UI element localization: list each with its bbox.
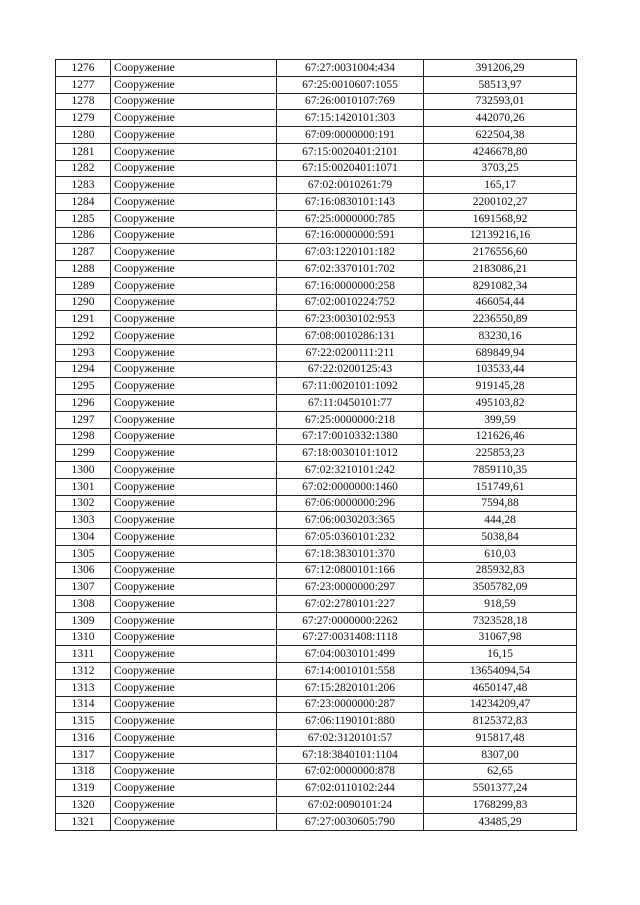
value-cell: 12139216,16 <box>424 227 577 244</box>
row-number-cell: 1309 <box>56 612 111 629</box>
value-cell: 622504,38 <box>424 127 577 144</box>
table-row <box>56 596 577 613</box>
table-row <box>56 76 577 93</box>
object-type-cell: Сооружение <box>111 629 277 646</box>
value-cell: 7323528,18 <box>424 612 577 629</box>
row-number-cell: 1317 <box>56 746 111 763</box>
object-type-cell: Сооружение <box>111 495 277 512</box>
cadastral-number-cell: 67:02:0000000:1460 <box>277 478 424 495</box>
value-cell: 4650147,48 <box>424 679 577 696</box>
value-cell: 151749,61 <box>424 478 577 495</box>
value-cell: 3505782,09 <box>424 579 577 596</box>
object-type-cell: Сооружение <box>111 277 277 294</box>
row-number-cell: 1313 <box>56 679 111 696</box>
table-row <box>56 763 577 780</box>
cadastral-number-cell: 67:02:0090101:24 <box>277 797 424 814</box>
table-row <box>56 696 577 713</box>
cadastral-number-cell: 67:06:0030203:365 <box>277 512 424 529</box>
object-type-cell: Сооружение <box>111 813 277 830</box>
cadastral-number-cell: 67:03:1220101:182 <box>277 244 424 261</box>
table-row <box>56 679 577 696</box>
cadastral-number-cell: 67:22:0200125:43 <box>277 361 424 378</box>
table-row <box>56 746 577 763</box>
cadastral-number-cell: 67:27:0000000:2262 <box>277 612 424 629</box>
table-row <box>56 93 577 110</box>
row-number-cell: 1308 <box>56 596 111 613</box>
table-row <box>56 328 577 345</box>
cadastral-number-cell: 67:26:0010107:769 <box>277 93 424 110</box>
table-row <box>56 646 577 663</box>
value-cell: 3703,25 <box>424 160 577 177</box>
cadastral-number-cell: 67:18:3830101:370 <box>277 545 424 562</box>
row-number-cell: 1282 <box>56 160 111 177</box>
row-number-cell: 1283 <box>56 177 111 194</box>
value-cell: 399,59 <box>424 411 577 428</box>
table-row <box>56 445 577 462</box>
table-row <box>56 261 577 278</box>
table-row <box>56 127 577 144</box>
cadastral-number-cell: 67:02:0110102:244 <box>277 780 424 797</box>
object-type-cell: Сооружение <box>111 797 277 814</box>
object-type-cell: Сооружение <box>111 294 277 311</box>
cadastral-number-cell: 67:27:0030605:790 <box>277 813 424 830</box>
object-type-cell: Сооружение <box>111 378 277 395</box>
row-number-cell: 1295 <box>56 378 111 395</box>
table-row <box>56 629 577 646</box>
row-number-cell: 1281 <box>56 143 111 160</box>
object-type-cell: Сооружение <box>111 411 277 428</box>
cadastral-number-cell: 67:17:0010332:1380 <box>277 428 424 445</box>
row-number-cell: 1289 <box>56 277 111 294</box>
cadastral-number-cell: 67:04:0030101:499 <box>277 646 424 663</box>
object-type-cell: Сооружение <box>111 679 277 696</box>
row-number-cell: 1300 <box>56 462 111 479</box>
object-type-cell: Сооружение <box>111 160 277 177</box>
cadastral-number-cell: 67:25:0010607:1055 <box>277 76 424 93</box>
object-type-cell: Сооружение <box>111 746 277 763</box>
row-number-cell: 1307 <box>56 579 111 596</box>
value-cell: 43485,29 <box>424 813 577 830</box>
cadastral-number-cell: 67:05:0360101:232 <box>277 529 424 546</box>
row-number-cell: 1303 <box>56 512 111 529</box>
table-row <box>56 713 577 730</box>
value-cell: 2236550,89 <box>424 311 577 328</box>
row-number-cell: 1315 <box>56 713 111 730</box>
table-row <box>56 797 577 814</box>
row-number-cell: 1311 <box>56 646 111 663</box>
cadastral-number-cell: 67:15:1420101:303 <box>277 110 424 127</box>
value-cell: 225853,23 <box>424 445 577 462</box>
row-number-cell: 1320 <box>56 797 111 814</box>
table-row <box>56 663 577 680</box>
value-cell: 2183086,21 <box>424 261 577 278</box>
value-cell: 444,28 <box>424 512 577 529</box>
value-cell: 285932,83 <box>424 562 577 579</box>
table-row <box>56 579 577 596</box>
cadastral-number-cell: 67:27:0031004:434 <box>277 60 424 77</box>
cadastral-number-cell: 67:16:0830101:143 <box>277 194 424 211</box>
cadastral-number-cell: 67:08:0010286:131 <box>277 328 424 345</box>
cadastral-number-cell: 67:12:0800101:166 <box>277 562 424 579</box>
row-number-cell: 1302 <box>56 495 111 512</box>
value-cell: 5501377,24 <box>424 780 577 797</box>
object-type-cell: Сооружение <box>111 780 277 797</box>
cadastral-number-cell: 67:25:0000000:218 <box>277 411 424 428</box>
cadastral-number-cell: 67:23:0030102:953 <box>277 311 424 328</box>
object-type-cell: Сооружение <box>111 562 277 579</box>
value-cell: 8291082,34 <box>424 277 577 294</box>
table-row <box>56 529 577 546</box>
row-number-cell: 1276 <box>56 60 111 77</box>
table-row <box>56 60 577 77</box>
value-cell: 1768299,83 <box>424 797 577 814</box>
value-cell: 7859110,35 <box>424 462 577 479</box>
value-cell: 391206,29 <box>424 60 577 77</box>
object-type-cell: Сооружение <box>111 445 277 462</box>
row-number-cell: 1316 <box>56 730 111 747</box>
table-row <box>56 478 577 495</box>
table-row <box>56 227 577 244</box>
table-row <box>56 110 577 127</box>
row-number-cell: 1280 <box>56 127 111 144</box>
cadastral-number-cell: 67:15:2820101:206 <box>277 679 424 696</box>
row-number-cell: 1288 <box>56 261 111 278</box>
table-row <box>56 612 577 629</box>
object-type-cell: Сооружение <box>111 713 277 730</box>
object-type-cell: Сооружение <box>111 646 277 663</box>
row-number-cell: 1298 <box>56 428 111 445</box>
table-row <box>56 244 577 261</box>
value-cell: 7594,88 <box>424 495 577 512</box>
row-number-cell: 1293 <box>56 344 111 361</box>
object-type-cell: Сооружение <box>111 60 277 77</box>
table-row <box>56 730 577 747</box>
row-number-cell: 1278 <box>56 93 111 110</box>
cadastral-number-cell: 67:18:0030101:1012 <box>277 445 424 462</box>
row-number-cell: 1305 <box>56 545 111 562</box>
table-row <box>56 210 577 227</box>
value-cell: 732593,01 <box>424 93 577 110</box>
table-row <box>56 512 577 529</box>
cadastral-number-cell: 67:11:0020101:1092 <box>277 378 424 395</box>
cadastral-number-cell: 67:09:0000000:191 <box>277 127 424 144</box>
value-cell: 16,15 <box>424 646 577 663</box>
table-row <box>56 545 577 562</box>
row-number-cell: 1319 <box>56 780 111 797</box>
table-row <box>56 462 577 479</box>
value-cell: 103533,44 <box>424 361 577 378</box>
value-cell: 58513,97 <box>424 76 577 93</box>
cadastral-number-cell: 67:02:0010261:79 <box>277 177 424 194</box>
value-cell: 442070,26 <box>424 110 577 127</box>
cadastral-number-cell: 67:02:3210101:242 <box>277 462 424 479</box>
row-number-cell: 1312 <box>56 663 111 680</box>
cadastral-number-cell: 67:16:0000000:258 <box>277 277 424 294</box>
cadastral-number-cell: 67:06:1190101:880 <box>277 713 424 730</box>
value-cell: 31067,98 <box>424 629 577 646</box>
object-type-cell: Сооружение <box>111 730 277 747</box>
object-type-cell: Сооружение <box>111 696 277 713</box>
object-type-cell: Сооружение <box>111 93 277 110</box>
object-type-cell: Сооружение <box>111 194 277 211</box>
object-type-cell: Сооружение <box>111 244 277 261</box>
value-cell: 8307,00 <box>424 746 577 763</box>
value-cell: 83230,16 <box>424 328 577 345</box>
table-row <box>56 562 577 579</box>
row-number-cell: 1279 <box>56 110 111 127</box>
cadastral-number-cell: 67:02:3120101:57 <box>277 730 424 747</box>
table-body <box>56 60 577 831</box>
value-cell: 8125372,83 <box>424 713 577 730</box>
row-number-cell: 1306 <box>56 562 111 579</box>
object-type-cell: Сооружение <box>111 127 277 144</box>
row-number-cell: 1290 <box>56 294 111 311</box>
object-type-cell: Сооружение <box>111 612 277 629</box>
table-row <box>56 378 577 395</box>
row-number-cell: 1304 <box>56 529 111 546</box>
object-type-cell: Сооружение <box>111 328 277 345</box>
row-number-cell: 1299 <box>56 445 111 462</box>
value-cell: 915817,48 <box>424 730 577 747</box>
table-row <box>56 428 577 445</box>
object-type-cell: Сооружение <box>111 311 277 328</box>
row-number-cell: 1297 <box>56 411 111 428</box>
table-row <box>56 361 577 378</box>
object-type-cell: Сооружение <box>111 478 277 495</box>
object-type-cell: Сооружение <box>111 579 277 596</box>
table-row <box>56 194 577 211</box>
object-type-cell: Сооружение <box>111 210 277 227</box>
row-number-cell: 1310 <box>56 629 111 646</box>
cadastral-number-cell: 67:11:0450101:77 <box>277 395 424 412</box>
object-type-cell: Сооружение <box>111 261 277 278</box>
cadastral-number-cell: 67:18:3840101:1104 <box>277 746 424 763</box>
row-number-cell: 1284 <box>56 194 111 211</box>
row-number-cell: 1318 <box>56 763 111 780</box>
registry-table <box>55 59 577 831</box>
row-number-cell: 1291 <box>56 311 111 328</box>
table-row <box>56 395 577 412</box>
cadastral-number-cell: 67:16:0000000:591 <box>277 227 424 244</box>
row-number-cell: 1301 <box>56 478 111 495</box>
table-row <box>56 344 577 361</box>
row-number-cell: 1294 <box>56 361 111 378</box>
table-row <box>56 495 577 512</box>
row-number-cell: 1285 <box>56 210 111 227</box>
cadastral-number-cell: 67:06:0000000:296 <box>277 495 424 512</box>
value-cell: 495103,82 <box>424 395 577 412</box>
value-cell: 919145,28 <box>424 378 577 395</box>
cadastral-number-cell: 67:23:0000000:287 <box>277 696 424 713</box>
value-cell: 13654094,54 <box>424 663 577 680</box>
table-row <box>56 311 577 328</box>
object-type-cell: Сооружение <box>111 529 277 546</box>
value-cell: 2200102,27 <box>424 194 577 211</box>
cadastral-number-cell: 67:02:3370101:702 <box>277 261 424 278</box>
object-type-cell: Сооружение <box>111 110 277 127</box>
cadastral-number-cell: 67:25:0000000:785 <box>277 210 424 227</box>
cadastral-number-cell: 67:15:0020401:1071 <box>277 160 424 177</box>
row-number-cell: 1287 <box>56 244 111 261</box>
cadastral-number-cell: 67:02:0010224:752 <box>277 294 424 311</box>
object-type-cell: Сооружение <box>111 227 277 244</box>
object-type-cell: Сооружение <box>111 177 277 194</box>
cadastral-number-cell: 67:22:0200111:211 <box>277 344 424 361</box>
cadastral-number-cell: 67:14:0010101:558 <box>277 663 424 680</box>
object-type-cell: Сооружение <box>111 76 277 93</box>
row-number-cell: 1277 <box>56 76 111 93</box>
row-number-cell: 1286 <box>56 227 111 244</box>
table-row <box>56 160 577 177</box>
object-type-cell: Сооружение <box>111 663 277 680</box>
value-cell: 918,59 <box>424 596 577 613</box>
value-cell: 2176556,60 <box>424 244 577 261</box>
object-type-cell: Сооружение <box>111 344 277 361</box>
row-number-cell: 1292 <box>56 328 111 345</box>
cadastral-number-cell: 67:23:0000000:297 <box>277 579 424 596</box>
object-type-cell: Сооружение <box>111 545 277 562</box>
object-type-cell: Сооружение <box>111 143 277 160</box>
value-cell: 165,17 <box>424 177 577 194</box>
object-type-cell: Сооружение <box>111 462 277 479</box>
object-type-cell: Сооружение <box>111 763 277 780</box>
object-type-cell: Сооружение <box>111 428 277 445</box>
table-row <box>56 143 577 160</box>
value-cell: 1691568,92 <box>424 210 577 227</box>
row-number-cell: 1314 <box>56 696 111 713</box>
table-row <box>56 294 577 311</box>
row-number-cell: 1296 <box>56 395 111 412</box>
value-cell: 689849,94 <box>424 344 577 361</box>
object-type-cell: Сооружение <box>111 596 277 613</box>
row-number-cell: 1321 <box>56 813 111 830</box>
table-row <box>56 177 577 194</box>
value-cell: 5038,84 <box>424 529 577 546</box>
table-row <box>56 813 577 830</box>
cadastral-number-cell: 67:02:2780101:227 <box>277 596 424 613</box>
table-row <box>56 780 577 797</box>
value-cell: 62,65 <box>424 763 577 780</box>
object-type-cell: Сооружение <box>111 395 277 412</box>
object-type-cell: Сооружение <box>111 361 277 378</box>
value-cell: 4246678,80 <box>424 143 577 160</box>
cadastral-number-cell: 67:15:0020401:2101 <box>277 143 424 160</box>
value-cell: 121626,46 <box>424 428 577 445</box>
cadastral-number-cell: 67:27:0031408:1118 <box>277 629 424 646</box>
value-cell: 466054,44 <box>424 294 577 311</box>
object-type-cell: Сооружение <box>111 512 277 529</box>
cadastral-number-cell: 67:02:0000000:878 <box>277 763 424 780</box>
table-row <box>56 411 577 428</box>
value-cell: 610,03 <box>424 545 577 562</box>
table-row <box>56 277 577 294</box>
value-cell: 14234209,47 <box>424 696 577 713</box>
